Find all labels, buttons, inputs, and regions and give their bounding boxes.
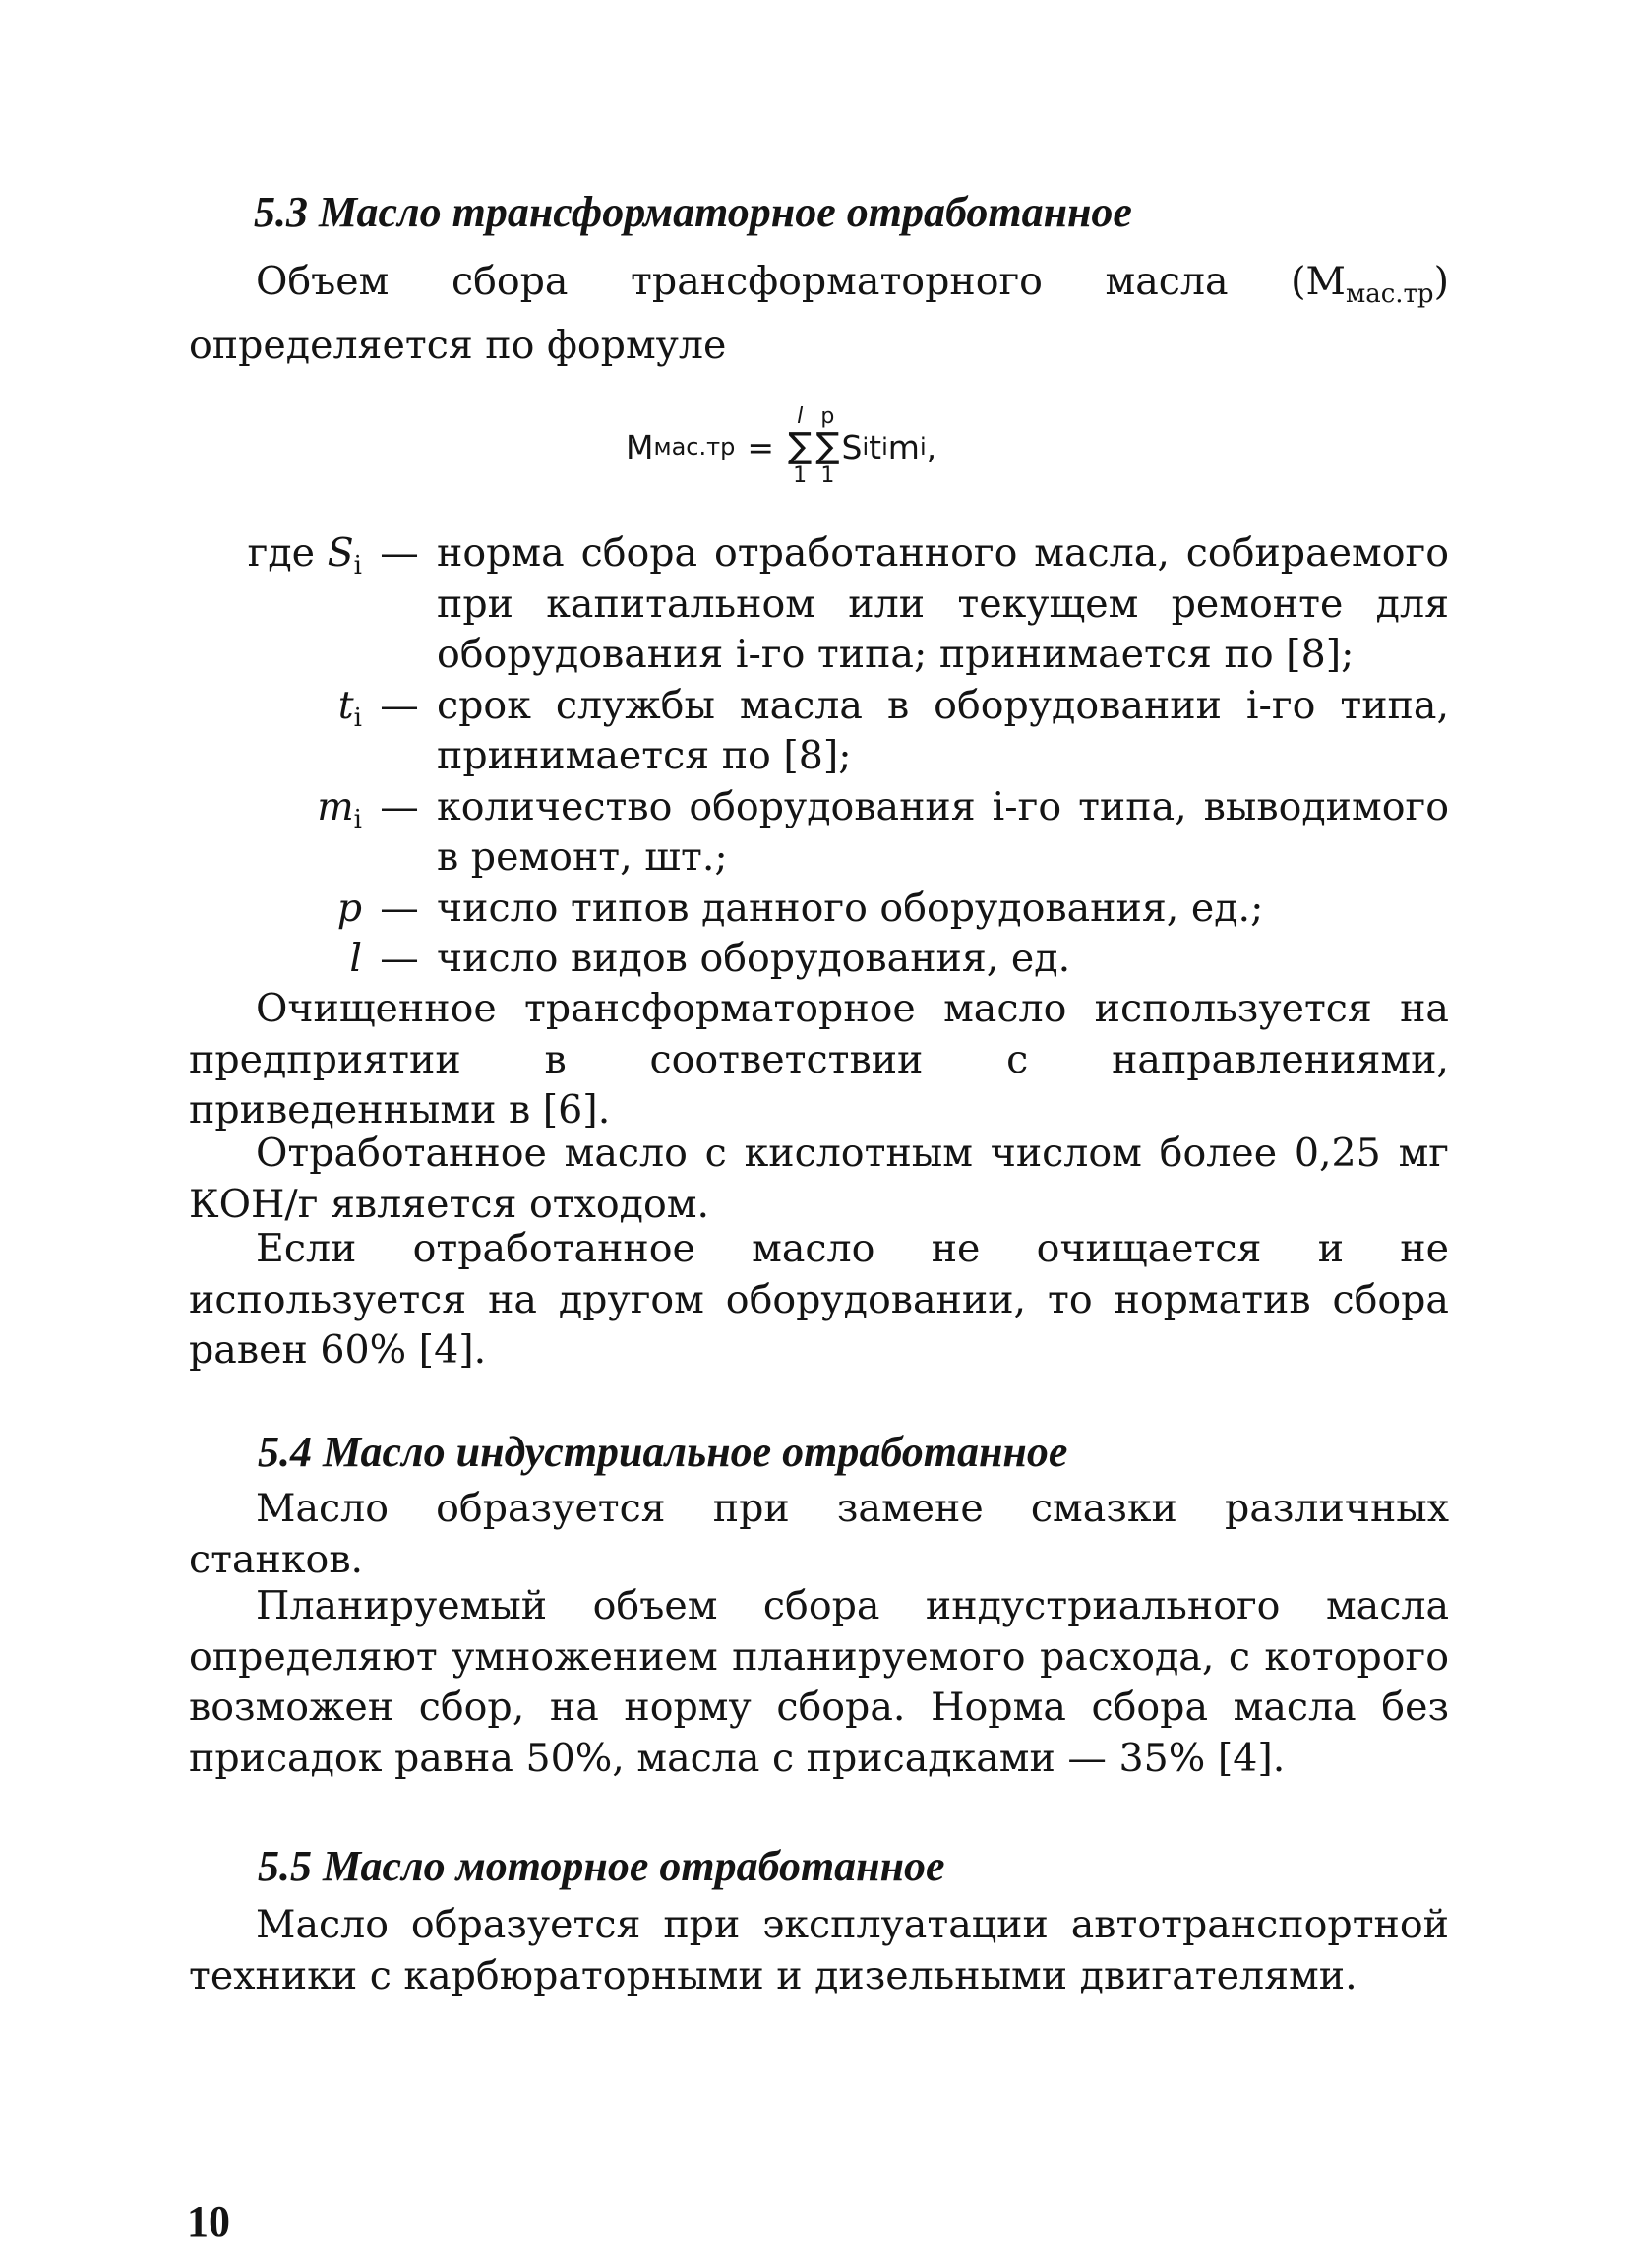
paragraph-acid-number: Отработанное масло с кислотным числом более 0,25 мг КОН/г является отходом. (189, 1131, 1449, 1227)
definition-dash: — (380, 885, 419, 931)
paragraph-motor-oil-origin: Масло образуется при эксплуатации автотранспортной техники с карбюраторными и дизельными двигателями. (189, 1902, 1449, 1998)
formula-term-s-index: i (862, 433, 870, 460)
intro-text-start: Объем сбора трансформаторного масла (М (256, 259, 1346, 304)
intro-text-end: ) определяется по формуле (189, 259, 1449, 368)
definition-text: норма сбора отработанного масла, собираемого при капитальном или текущем ремонте для оборудования i-го типа; принимается по [8]; (437, 530, 1449, 677)
section-heading-5-4: 5.4 Масло индустриальное отработанное (258, 1428, 1068, 1476)
paragraph-collection-norm: Если отработанное масло не очищается и не используется на другом оборудовании, то норматив сбора равен 60% [4]. (189, 1226, 1449, 1373)
definition-symbol (189, 934, 362, 985)
section-heading-5-3: 5.3 Масло трансформаторное отработанное (254, 188, 1132, 236)
formula-term-t-index: i (881, 433, 888, 460)
formula-term-s: S (841, 427, 863, 466)
sum-1-sigma-symbol: ∑ (788, 426, 813, 466)
definition-text: срок службы масла в оборудовании i-го типа, принимается по [8]; (437, 682, 1449, 778)
definition-symbol (189, 782, 362, 846)
page-number: 10 (187, 2197, 230, 2245)
sum-2-sigma-symbol: ∑ (815, 426, 840, 466)
sum-1-upper-limit: l (797, 404, 804, 429)
formula-lhs: М (626, 427, 654, 466)
formula-end-comma: , (926, 427, 937, 466)
definition-row (189, 934, 1449, 985)
definition-symbol (189, 528, 362, 592)
paragraph-industrial-oil-origin: Масло образуется при замене смазки различных станков. (189, 1486, 1449, 1582)
formula-equals: = (747, 427, 774, 466)
sum-2-lower-limit: 1 (820, 463, 835, 488)
formula-lhs-subscript: мас.тр (653, 433, 736, 460)
definition-symbol (189, 681, 362, 745)
intro-subscript: мас.тр (1346, 279, 1434, 309)
formula-sum-2 (815, 406, 839, 487)
symbol-index: i (353, 703, 362, 733)
formula-sum-1 (788, 406, 812, 487)
symbol-letter: S (327, 530, 354, 576)
section-heading-5-5: 5.5 Масло моторное отработанное (258, 1842, 945, 1890)
symbol-letter: m (317, 783, 354, 829)
formula-m-mas-tr (626, 398, 936, 496)
definition-row (189, 782, 1449, 884)
variable-definitions (189, 528, 1449, 985)
definition-dash: — (380, 530, 419, 576)
definition-text: количество оборудования i-го типа, выводимого в ремонт, шт.; (437, 783, 1449, 880)
definition-dash: — (380, 936, 419, 981)
sum-2-upper-limit: p (820, 404, 835, 429)
paragraph-cleaned-oil: Очищенное трансформаторное масло используется на предприятии в соответствии с направлениями, приведенными в [6]. (189, 986, 1449, 1133)
definition-dash: — (380, 783, 419, 829)
paragraph-industrial-oil-volume: Планируемый объем сбора индустриального масла определяют умножением планируемого расхода, с которого возможен сбор, на норму сбора. Норма сбора масла без присадок равна 50%, масла с присадками — 35% [4]. (189, 1583, 1449, 1781)
symbol-letter: p (336, 885, 362, 931)
definition-dash: — (380, 682, 419, 728)
symbol-index: i (353, 551, 362, 581)
where-word: где (247, 530, 316, 576)
symbol-letter: t (337, 682, 354, 728)
definition-text: число видов оборудования, ед. (437, 936, 1071, 981)
formula-term-m: m (887, 427, 920, 466)
definition-row (189, 681, 1449, 782)
paragraph-formula-intro (189, 257, 1449, 371)
formula-term-m-index: i (919, 433, 927, 460)
symbol-index: i (353, 804, 362, 834)
sum-1-lower-limit: 1 (793, 463, 808, 488)
symbol-letter: l (349, 936, 362, 981)
formula-term-t: t (869, 427, 882, 466)
definition-symbol (189, 884, 362, 935)
definition-row (189, 528, 1449, 681)
definition-row (189, 884, 1449, 935)
definition-text: число типов данного оборудования, ед.; (437, 885, 1264, 931)
